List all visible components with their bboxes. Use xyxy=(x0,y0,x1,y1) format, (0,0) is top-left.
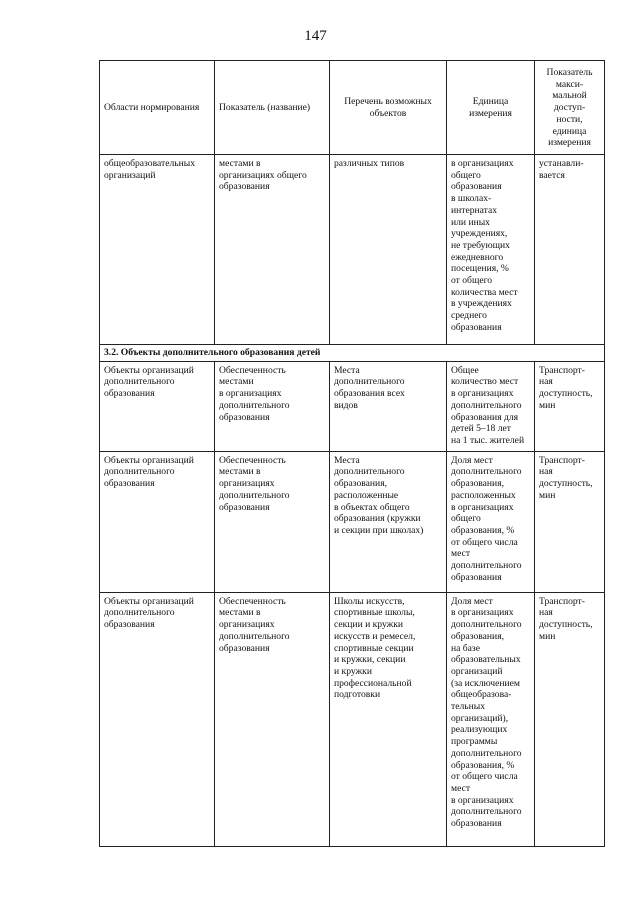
header-objects: Перечень возможных объектов xyxy=(330,61,447,155)
table-cell: общеобразовательных организаций xyxy=(100,155,215,345)
table-cell: Транспорт- ная доступность, мин xyxy=(535,451,605,592)
table-cell: различных типов xyxy=(330,155,447,345)
header-areas: Области нормирования xyxy=(100,61,215,155)
table-row xyxy=(100,592,605,846)
table-cell: Обеспеченность местами в организациях дополнительного образования xyxy=(215,592,330,846)
table-cell: Обеспеченность местами в организациях дополнительного образования xyxy=(215,451,330,592)
table-cell: Доля мест дополнительного образования, расположенных в организациях общего образования, % от общего числа мест дополнительного образования xyxy=(447,451,535,592)
table-cell: Места дополнительного образования всех видов xyxy=(330,361,447,451)
table-cell: Транспорт- ная доступность, мин xyxy=(535,592,605,846)
table-cell: Школы искусств, спортивные школы, секции и кружки искусств и ремесел, спортивные секции и кружки, секции и кружки профессиональной подготовки xyxy=(330,592,447,846)
table-cell: Объекты организаций дополнительного образования xyxy=(100,361,215,451)
section-title: 3.2. Объекты дополнительного образования детей xyxy=(100,345,605,362)
table-cell: Доля мест в организациях дополнительного образования, на базе образовательных организаций (за исключением общеобразова- тельных организаций), реализующих программы дополнительного образования, % от общего числа мест в организациях дополнительного образования xyxy=(447,592,535,846)
table-cell: местами в организациях общего образования xyxy=(215,155,330,345)
table-cell: в организациях общего образования в школах- интернатах или иных учреждениях, не требующих ежедневного посещения, % от общего количества мест в учреждениях среднего образования xyxy=(447,155,535,345)
table-cell: Общее количество мест в организациях дополнительного образования для детей 5–18 лет на 1 тыс. жителей xyxy=(447,361,535,451)
table-row xyxy=(100,451,605,592)
table-header-row xyxy=(100,61,605,155)
table-cell: Объекты организаций дополнительного образования xyxy=(100,592,215,846)
section-row xyxy=(100,345,605,362)
table-cell: Обеспеченность местами в организациях дополнительного образования xyxy=(215,361,330,451)
table-row xyxy=(100,155,605,345)
table-row xyxy=(100,361,605,451)
table-cell: устанавли- вается xyxy=(535,155,605,345)
header-unit: Единица измерения xyxy=(447,61,535,155)
table-cell: Места дополнительного образования, расположенные в объектах общего образования (кружки и секции при школах) xyxy=(330,451,447,592)
header-max-accessibility: Показатель макси- мальной доступ- ности, единица измерения xyxy=(535,61,605,155)
page-number: 147 xyxy=(304,28,327,44)
table-cell: Объекты организаций дополнительного образования xyxy=(100,451,215,592)
norms-table xyxy=(99,60,605,847)
header-indicator: Показатель (название) xyxy=(215,61,330,155)
table-cell: Транспорт- ная доступность, мин xyxy=(535,361,605,451)
